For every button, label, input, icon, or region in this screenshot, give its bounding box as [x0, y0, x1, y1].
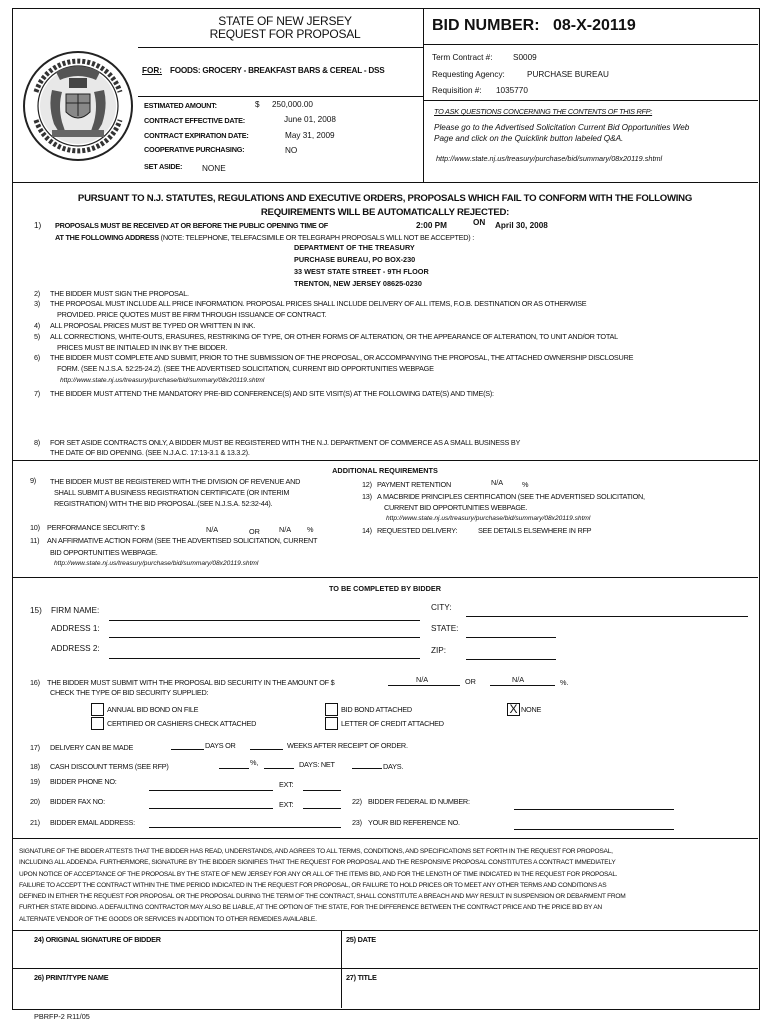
- address-2-field[interactable]: [109, 658, 420, 659]
- address-line-1: DEPARTMENT OF THE TREASURY: [294, 243, 415, 252]
- fax-ext-label: EXT:: [279, 800, 294, 809]
- address-1-field[interactable]: [109, 637, 420, 638]
- address-line-4: TRENTON, NEW JERSEY 08625-0230: [294, 279, 422, 288]
- req17-number: 17): [30, 743, 40, 752]
- req22-text: BIDDER FEDERAL ID NUMBER:: [368, 797, 470, 806]
- opening-date: April 30, 2008: [495, 221, 548, 230]
- req11-text-a: AN AFFIRMATIVE ACTION FORM (SEE THE ADVERTISED SOLICITATION, CURRENT: [47, 536, 318, 545]
- req1-number: 1): [34, 221, 42, 230]
- print-name-field[interactable]: [18, 982, 336, 1004]
- pursuant-line-1: PURSUANT TO N.J. STATUTES, REGULATIONS AND EXECUTIVE ORDERS, PROPOSALS WHICH FAIL TO CONFORM WITH THE FOLLOWING: [77, 193, 693, 204]
- req2-number: 2): [34, 289, 40, 298]
- delivery-weeks-field[interactable]: [250, 749, 283, 750]
- req3-text-a: THE PROPOSAL MUST INCLUDE ALL PRICE INFORMATION. PROPOSAL PRICES SHALL INCLUDE DELIVERY OF ALL ITEMS, F.O.B. DESTINATION OR AS OTHERWISE: [50, 299, 587, 308]
- expiration-date-value: May 31, 2009: [285, 131, 335, 140]
- requested-delivery-value: SEE DETAILS ELSEWHERE IN RFP: [478, 526, 592, 535]
- req13-number: 13): [362, 492, 372, 501]
- questions-heading: TO ASK QUESTIONS CONCERNING THE CONTENTS OF THIS RFP:: [434, 107, 653, 116]
- req12-number: 12): [362, 480, 372, 489]
- state-seal: [22, 50, 134, 162]
- req9-number: 9): [30, 476, 36, 485]
- state-seal-image: [22, 50, 134, 162]
- cash-discount-pct-sign: %,: [250, 758, 259, 767]
- form-id: PBRFP-2 R11/05: [34, 1012, 90, 1021]
- req22-number: 22): [352, 797, 362, 806]
- bidder-heading: TO BE COMPLETED BY BIDDER: [328, 584, 442, 593]
- req1-address-intro-note: (NOTE: TELEPHONE, TELEFACSIMILE OR TELEGRAPH PROPOSALS WILL NOT BE ACCEPTED) :: [160, 233, 475, 242]
- requisition-label: Requisition #:: [432, 86, 482, 95]
- req10-number: 10): [30, 523, 40, 532]
- state-field[interactable]: [466, 637, 556, 638]
- info-divider: [423, 100, 758, 101]
- req8-number: 8): [34, 438, 40, 447]
- req8-text-a: FOR SET ASIDE CONTRACTS ONLY, A BIDDER MUST BE REGISTERED WITH THE N.J. DEPARTMENT OF COMMERCE AS A SMALL BUSINESS BY: [50, 438, 521, 447]
- req6-url[interactable]: http://www.state.nj.us/treasury/purchase/bid/summary/08x20119.shtml: [60, 377, 265, 384]
- req18-text: CASH DISCOUNT TERMS (SEE RFP): [50, 762, 169, 771]
- performance-security-or: OR: [249, 527, 260, 536]
- payment-retention-value: N/A: [491, 478, 504, 487]
- bid-number-value: 08-X-20119: [553, 17, 636, 34]
- estimated-amount-label: ESTIMATED AMOUNT:: [144, 101, 217, 110]
- phone-ext-field[interactable]: [303, 790, 341, 791]
- req7-text: THE BIDDER MUST ATTEND THE MANDATORY PRE-BID CONFERENCE(S) AND SITE VISIT(S) AT THE FOLLOWING DATE(S) AND TIME(S):: [50, 389, 494, 398]
- signature-attestation: [19, 846, 759, 925]
- cash-discount-pct-field[interactable]: [219, 768, 249, 769]
- title-label: 27) TITLE: [346, 973, 377, 982]
- federal-id-field[interactable]: [514, 809, 674, 810]
- req12-text: PAYMENT RETENTION: [377, 480, 451, 489]
- req19-number: 19): [30, 777, 40, 786]
- req16-number: 16): [30, 678, 40, 687]
- req8-text-b: THE DATE OF BID OPENING. (SEE N.J.A.C. 17:13-3.1 & 13.3.2).: [50, 448, 250, 457]
- effective-date-value: June 01, 2008: [284, 115, 336, 124]
- req14-text: REQUESTED DELIVERY:: [377, 526, 458, 535]
- req20-text: BIDDER FAX NO:: [50, 797, 105, 806]
- certified-check-label: CERTIFIED OR CASHIERS CHECK ATTACHED: [107, 719, 257, 728]
- req6-text-a: THE BIDDER MUST COMPLETE AND SUBMIT, PRIOR TO THE SUBMISSION OF THE PROPOSAL, OR ACCOMPANYING THE PROPOSAL, THE ATTACHED OWNERSHIP DISCLOSURE: [50, 353, 634, 362]
- original-signature-label: 24) ORIGINAL SIGNATURE OF BIDDER: [34, 935, 161, 944]
- bid-reference-field[interactable]: [514, 829, 674, 830]
- cooperative-purchasing-label: COOPERATIVE PURCHASING:: [144, 145, 245, 154]
- annual-bid-bond-checkbox[interactable]: [91, 703, 104, 716]
- address-1-label: ADDRESS 1:: [51, 624, 100, 633]
- bid-security-percent-line: [490, 685, 555, 686]
- cash-discount-net-label: DAYS: NET: [299, 760, 335, 769]
- date-label: 25) DATE: [346, 935, 376, 944]
- bid-security-amount: N/A: [416, 675, 429, 684]
- req19-text: BIDDER PHONE NO:: [50, 777, 117, 786]
- req21-number: 21): [30, 818, 40, 827]
- req11-number: 11): [30, 536, 40, 545]
- submission-address: [294, 242, 429, 290]
- req9-text-b: SHALL SUBMIT A BUSINESS REGISTRATION CERTIFICATE (OR INTERIM: [54, 488, 290, 497]
- state-label: STATE:: [431, 624, 459, 633]
- estimated-amount-value: 250,000.00: [272, 100, 313, 109]
- set-aside-value: NONE: [202, 164, 226, 173]
- currency-sign: $: [255, 100, 260, 109]
- firm-name-field[interactable]: [109, 620, 420, 621]
- cash-discount-days-field[interactable]: [264, 768, 294, 769]
- pursuant-line-2: REQUIREMENTS WILL BE AUTOMATICALLY REJECTED:: [260, 207, 510, 218]
- req1-address-intro: [55, 233, 474, 242]
- attestation-line: SIGNATURE OF THE BIDDER ATTESTS THAT THE BIDDER HAS READ, UNDERSTANDS, AND AGREES TO ALL TERMS, CONDITIONS, AND SPECIFICATIONS SET FORTH IN THE REQUEST FOR PROPOSAL,: [19, 848, 613, 855]
- req6-number: 6): [34, 353, 40, 362]
- for-divider: [138, 96, 423, 97]
- header-divider: [138, 47, 423, 48]
- address-2-label: ADDRESS 2:: [51, 644, 100, 653]
- req18-number: 18): [30, 762, 40, 771]
- title-field[interactable]: [346, 982, 752, 1004]
- bid-bond-checkbox[interactable]: [325, 703, 338, 716]
- additional-top-rule: [12, 460, 758, 461]
- for-value: FOODS: GROCERY - BREAKFAST BARS & CEREAL - DSS: [170, 66, 385, 75]
- attestation-line: INCLUDING ALL ADDENDA. FURTHERMORE, SIGNATURE BY THE BIDDER SIGNIFIES THAT THE REQUEST FOR PROPOSAL AND THE RESPONSIVE PROPOSAL CONSTITUTES A CONTRACT IMMEDIATELY: [19, 859, 616, 867]
- performance-security-pct-sign: %: [307, 525, 314, 534]
- req23-number: 23): [352, 818, 362, 827]
- attestation-line: ALTERNATE VENDOR OF THE GOODS OR SERVICES IN ADDITION TO OTHER REMEDIES AVAILABLE.: [19, 915, 317, 923]
- attestation-line: UPON NOTICE OF ACCEPTANCE OF THE PROPOSAL BY THE STATE OF NEW JERSEY FOR ANY OR ALL OF THE ITEMS BID, AND FOR THE LENGTH OF TIME INDICATED IN THE REQUEST FOR PROPOSAL.: [19, 870, 618, 878]
- address-line-3: 33 WEST STATE STREET - 9TH FLOOR: [294, 267, 429, 276]
- req5-number: 5): [34, 332, 40, 341]
- none-checkbox[interactable]: X: [507, 703, 520, 716]
- bid-security-pct-sign: %.: [560, 678, 569, 687]
- req1-address-intro-bold: AT THE FOLLOWING ADDRESS: [55, 233, 159, 242]
- requesting-agency-label: Requesting Agency:: [432, 70, 505, 79]
- req16-text: THE BIDDER MUST SUBMIT WITH THE PROPOSAL BID SECURITY IN THE AMOUNT OF $: [47, 678, 335, 687]
- city-label: CITY:: [431, 603, 452, 612]
- req5-text-b: PRICES MUST BE INITIALED IN INK BY THE BIDDER.: [57, 343, 228, 352]
- req16-check-text: CHECK THE TYPE OF BID SECURITY SUPPLIED:: [50, 688, 209, 697]
- req3-text-b: PROVIDED. PRICE QUOTES MUST BE FIRM THROUGH ISSUANCE OF CONTRACT.: [57, 310, 327, 319]
- bidder-email-field[interactable]: [149, 827, 341, 828]
- req9-text-a: THE BIDDER MUST BE REGISTERED WITH THE DIVISION OF REVENUE AND: [50, 477, 301, 486]
- letter-of-credit-label: LETTER OF CREDIT ATTACHED: [341, 719, 444, 728]
- bid-number-label: BID NUMBER:: [432, 17, 540, 34]
- date-field[interactable]: [346, 944, 752, 966]
- delivery-weeks-label: WEEKS AFTER RECEIPT OF ORDER.: [287, 741, 408, 750]
- req11-text-b: BID OPPORTUNITIES WEBPAGE.: [50, 548, 158, 557]
- city-field[interactable]: [466, 616, 748, 617]
- signature-block-mid-rule: [12, 968, 758, 969]
- pursuant-heading: [20, 192, 750, 220]
- performance-security-amount: N/A: [206, 525, 219, 534]
- original-signature-field[interactable]: [18, 944, 336, 966]
- letter-of-credit-checkbox[interactable]: [325, 717, 338, 730]
- bidder-top-rule: [12, 577, 758, 578]
- req5-text-a: ALL CORRECTIONS, WHITE-OUTS, ERASURES, RESTRIKING OF TYPE, OR OTHER FORMS OF ALTERATION, OR THE APPEARANCE OF ALTERATION, TO UNIT AND/OR TOTAL: [50, 332, 618, 341]
- req7-number: 7): [34, 389, 40, 398]
- term-contract-value: S0009: [513, 53, 537, 62]
- state-title: STATE OF NEW JERSEY: [218, 14, 352, 28]
- req23-text: YOUR BID REFERENCE NO.: [368, 818, 460, 827]
- bid-number-divider: [423, 44, 758, 45]
- cooperative-purchasing-value: NO: [285, 146, 298, 155]
- header-bottom-rule: [12, 182, 758, 183]
- req13-text-b: CURRENT BID OPPORTUNITIES WEBPAGE.: [384, 503, 528, 512]
- bid-security-percent: N/A: [512, 675, 525, 684]
- expiration-date-label: CONTRACT EXPIRATION DATE:: [144, 131, 249, 140]
- fax-ext-field[interactable]: [303, 808, 341, 809]
- header-title: [150, 15, 420, 41]
- requesting-agency-value: PURCHASE BUREAU: [527, 70, 609, 79]
- req6-text-b: FORM. (SEE N.J.S.A. 52:25-24.2). (SEE THE ADVERTISED SOLICITATION, CURRENT BID OPPORTUNITIES WEBPAGE: [57, 364, 434, 373]
- header-column-divider: [423, 8, 424, 182]
- req13-text-a: A MACBRIDE PRINCIPLES CERTIFICATION (SEE THE ADVERTISED SOLICITATION,: [377, 492, 645, 501]
- certified-check-checkbox[interactable]: [91, 717, 104, 730]
- signature-text-rule: [12, 838, 758, 839]
- req10-text: PERFORMANCE SECURITY: $: [47, 523, 145, 532]
- firm-name-label: FIRM NAME:: [51, 606, 100, 615]
- print-name-label: 26) PRINT/TYPE NAME: [34, 973, 109, 982]
- set-aside-label: SET ASIDE:: [144, 162, 183, 171]
- req1-text: PROPOSALS MUST BE RECEIVED AT OR BEFORE THE PUBLIC OPENING TIME OF: [55, 221, 328, 230]
- attestation-line: FAILURE TO ACCEPT THE CONTRACT WITHIN THE TIME PERIOD INDICATED IN THE REQUEST FOR PROPOSAL, OR FAILURE TO HOLD PRICES OR TO MEET ANY OTHER TERMS AND CONDITIONS AS: [19, 881, 607, 889]
- payment-retention-pct: %: [522, 480, 529, 489]
- effective-date-label: CONTRACT EFFECTIVE DATE:: [144, 116, 245, 125]
- signature-block-divider: [341, 930, 342, 1008]
- req3-number: 3): [34, 299, 40, 308]
- zip-field[interactable]: [466, 659, 556, 660]
- cash-discount-net-field[interactable]: [352, 768, 382, 769]
- questions-url[interactable]: http://www.state.nj.us/treasury/purchase/bid/summary/08x20119.shtml: [436, 154, 663, 163]
- req13-url[interactable]: http://www.state.nj.us/treasury/purchase/bid/summary/08x20119.shtml: [386, 515, 591, 522]
- signature-block-top-rule: [12, 930, 758, 931]
- bid-security-amount-line: [388, 685, 460, 686]
- req11-url[interactable]: http://www.state.nj.us/treasury/purchase/bid/summary/08x20119.shtml: [54, 560, 259, 567]
- delivery-days-field[interactable]: [171, 749, 204, 750]
- address-line-2: PURCHASE BUREAU, PO BOX-230: [294, 255, 416, 264]
- bidder-phone-field[interactable]: [149, 790, 273, 791]
- req20-number: 20): [30, 797, 40, 806]
- req2-text: THE BIDDER MUST SIGN THE PROPOSAL.: [50, 289, 189, 298]
- questions-line-1: Please go to the Advertised Solicitation Current Bid Opportunities Web: [434, 123, 690, 132]
- none-label: NONE: [521, 705, 542, 714]
- req21-text: BIDDER EMAIL ADDRESS:: [50, 818, 135, 827]
- phone-ext-label: EXT:: [279, 780, 294, 789]
- bid-security-or: OR: [465, 677, 476, 686]
- zip-label: ZIP:: [431, 646, 447, 655]
- req9-text: [50, 476, 300, 509]
- attestation-line: DEFINED IN EITHER THE REQUEST FOR PROPOSAL OR THE PROPOSAL DURING THE TERM OF THE CONTRACT, SHALL CONSTITUTE A BREACH AND MAY RESULT IN SUSPENSION OR DEBARMENT FROM: [19, 893, 626, 901]
- delivery-days-label: DAYS OR: [205, 741, 236, 750]
- bidder-fax-field[interactable]: [149, 808, 273, 809]
- performance-security-percent: N/A: [279, 525, 292, 534]
- req4-text: ALL PROPOSAL PRICES MUST BE TYPED OR WRITTEN IN INK.: [50, 321, 256, 330]
- req9-text-c: REGISTRATION) WITH THE BID PROPOSAL.(SEE N.J.S.A. 52:32-44).: [54, 499, 273, 508]
- annual-bid-bond-label: ANNUAL BID BOND ON FILE: [107, 705, 199, 714]
- req4-number: 4): [34, 321, 40, 330]
- cash-discount-days-label: DAYS.: [383, 762, 404, 771]
- req17-text: DELIVERY CAN BE MADE: [50, 743, 134, 752]
- requisition-value: 1035770: [496, 86, 528, 95]
- for-label: FOR:: [142, 66, 163, 75]
- opening-time: 2:00 PM: [416, 221, 447, 230]
- questions-line-2: Page and click on the Quicklink button labeled Q&A.: [434, 134, 624, 143]
- req14-number: 14): [362, 526, 372, 535]
- term-contract-label: Term Contract #:: [432, 53, 493, 62]
- additional-heading: ADDITIONAL REQUIREMENTS: [332, 466, 438, 475]
- bid-bond-label: BID BOND ATTACHED: [341, 705, 412, 714]
- opening-on: ON: [473, 218, 486, 227]
- attestation-line: FURTHER STATE BIDDING. A DEFAULTING CONTRACTOR MAY ALSO BE LIABLE, AT THE OPTION OF THE STATE, FOR THE DIFFERENCE BETWEEN THE CONTRACT PRICE AND THE PRICE BID BY AN: [19, 904, 602, 912]
- req15-number: 15): [30, 606, 42, 615]
- doc-title: REQUEST FOR PROPOSAL: [209, 27, 361, 41]
